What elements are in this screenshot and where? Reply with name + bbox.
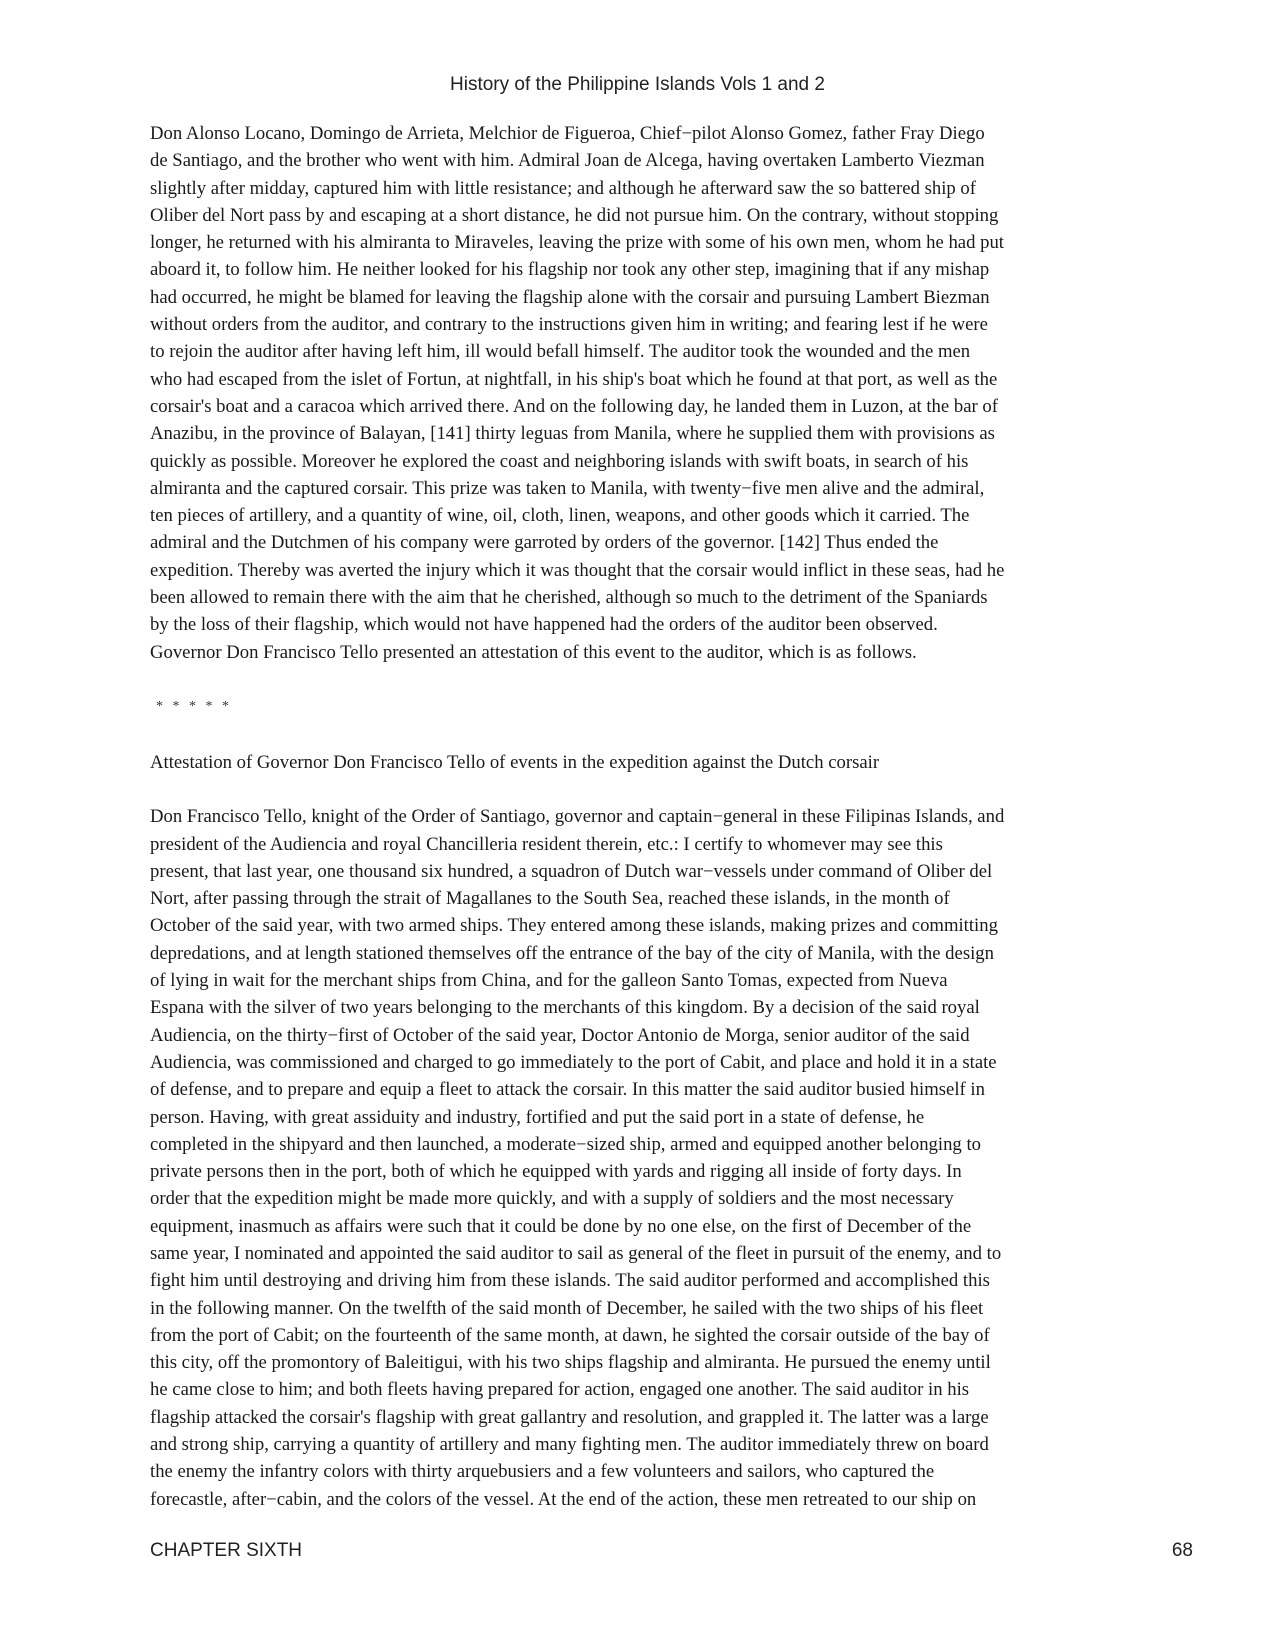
- paragraph-narrative: Don Alonso Locano, Domingo de Arrieta, Melchior de Figueroa, Chief−pilot Alonso Gomez, father Fray Diego de Santiago, and the brother who went with him. Admiral Joan de Alcega, having overtaken Lamberto Viezman slightly after midday, captured him with little resistance; and although he afterward saw the so battered ship of Oliber del Nort pass by and escaping at a short distance, he did not pursue him. On the contrary, without stopping longer, he returned with his almiranta to Miraveles, leaving the prize with some of his own men, whom he had put aboard it, to follow him. He neither looked for his flagship nor took any other step, imagining that if any mishap had occurred, he might be blamed for leaving the flagship alone with the corsair and pursuing Lambert Biezman without orders from the auditor, and contrary to the instructions given him in writing; and fearing lest if he were to rejoin the auditor after having left him, ill would befall himself. The auditor took the wounded and the men who had escaped from the islet of Fortun, at nightfall, in his ship's boat which he found at that port, as well as the corsair's boat and a caracoa which arrived there. And on the following day, he landed them in Luzon, at the bar of Anazibu, in the province of Balayan, [141] thirty leguas from Manila, where he supplied them with provisions as quickly as possible. Moreover he explored the coast and neighboring islands with swift boats, in search of his almiranta and the captured corsair. This prize was taken to Manila, with twenty−five men alive and the admiral, ten pieces of artillery, and a quantity of wine, oil, cloth, linen, weapons, and other goods which it carried. The admiral and the Dutchmen of his company were garroted by orders of the governor. [142] Thus ended the expedition. Thereby was averted the injury which it was thought that the corsair would inflict in these seas, had he been allowed to remain there with the aim that he cherished, although so much to the detriment of the Spaniards by the loss of their flagship, which would not have happened had the orders of the auditor been observed. Governor Don Francisco Tello presented an attestation of this event to the auditor, which is as follows.: [150, 123, 1005, 663]
- section-separator: * * * * *: [156, 698, 232, 714]
- chapter-footer: CHAPTER SIXTH: [150, 1540, 303, 1561]
- running-header: History of the Philippine Islands Vols 1 and 2: [450, 74, 825, 95]
- section-title: Attestation of Governor Don Francisco Tello of events in the expedition against the Dutch corsair: [150, 751, 880, 773]
- page-number: 68: [1171, 1540, 1193, 1561]
- page-body: [150, 120, 1190, 1513]
- paragraph-attestation: Don Francisco Tello, knight of the Order of Santiago, governor and captain−general in these Filipinas Islands, and president of the Audiencia and royal Chancilleria resident therein, etc.: I certify to whomever may see this present, that last year, one thousand six hundred, a squadron of Dutch war−vessels under command of Oliber del Nort, after passing through the strait of Magallanes to the South Sea, reached these islands, in the month of October of the said year, with two armed ships. They entered among these islands, making prizes and committing depredations, and at length stationed themselves off the entrance of the bay of the city of Manila, with the design of lying in wait for the merchant ships from China, and for the galleon Santo Tomas, expected from Nueva Espana with the silver of two years belonging to the merchants of this kingdom. By a decision of the said royal Audiencia, on the thirty−first of October of the said year, Doctor Antonio de Morga, senior auditor of the said Audiencia, was commissioned and charged to go immediately to the port of Cabit, and place and hold it in a state of defense, and to prepare and equip a fleet to attack the corsair. In this matter the said auditor busied himself in person. Having, with great assiduity and industry, fortified and put the said port in a state of defense, he completed in the shipyard and then launched, a moderate−sized ship, armed and equipped another belonging to private persons then in the port, both of which he equipped with yards and rigging all inside of forty days. In order that the expedition might be made more quickly, and with a supply of soldiers and the most necessary equipment, inasmuch as affairs were such that it could be done by no one else, on the first of December of the same year, I nominated and appointed the said auditor to sail as general of the fleet in pursuit of the enemy, and to fight him until destroying and driving him from these islands. The said auditor performed and accomplished this in the following manner. On the twelfth of the said month of December, he sailed with the two ships of his fleet from the port of Cabit; on the fourteenth of the same month, at dawn, he sighted the corsair outside of the bay of this city, off the promontory of Baleitigui, with his two ships flagship and almiranta. He pursued the enemy until he came close to him; and both fleets having prepared for action, engaged one another. The said auditor in his flagship attacked the corsair's flagship with great gallantry and resolution, and grappled it. The latter was a large and strong ship, carrying a quantity of artillery and many fighting men. The auditor immediately threw on board the enemy the infantry colors with thirty arquebusiers and a few volunteers and sailors, who captured the forecastle, after−cabin, and the colors of the vessel. At the end of the action, these men retreated to our ship on: [150, 806, 1005, 1510]
